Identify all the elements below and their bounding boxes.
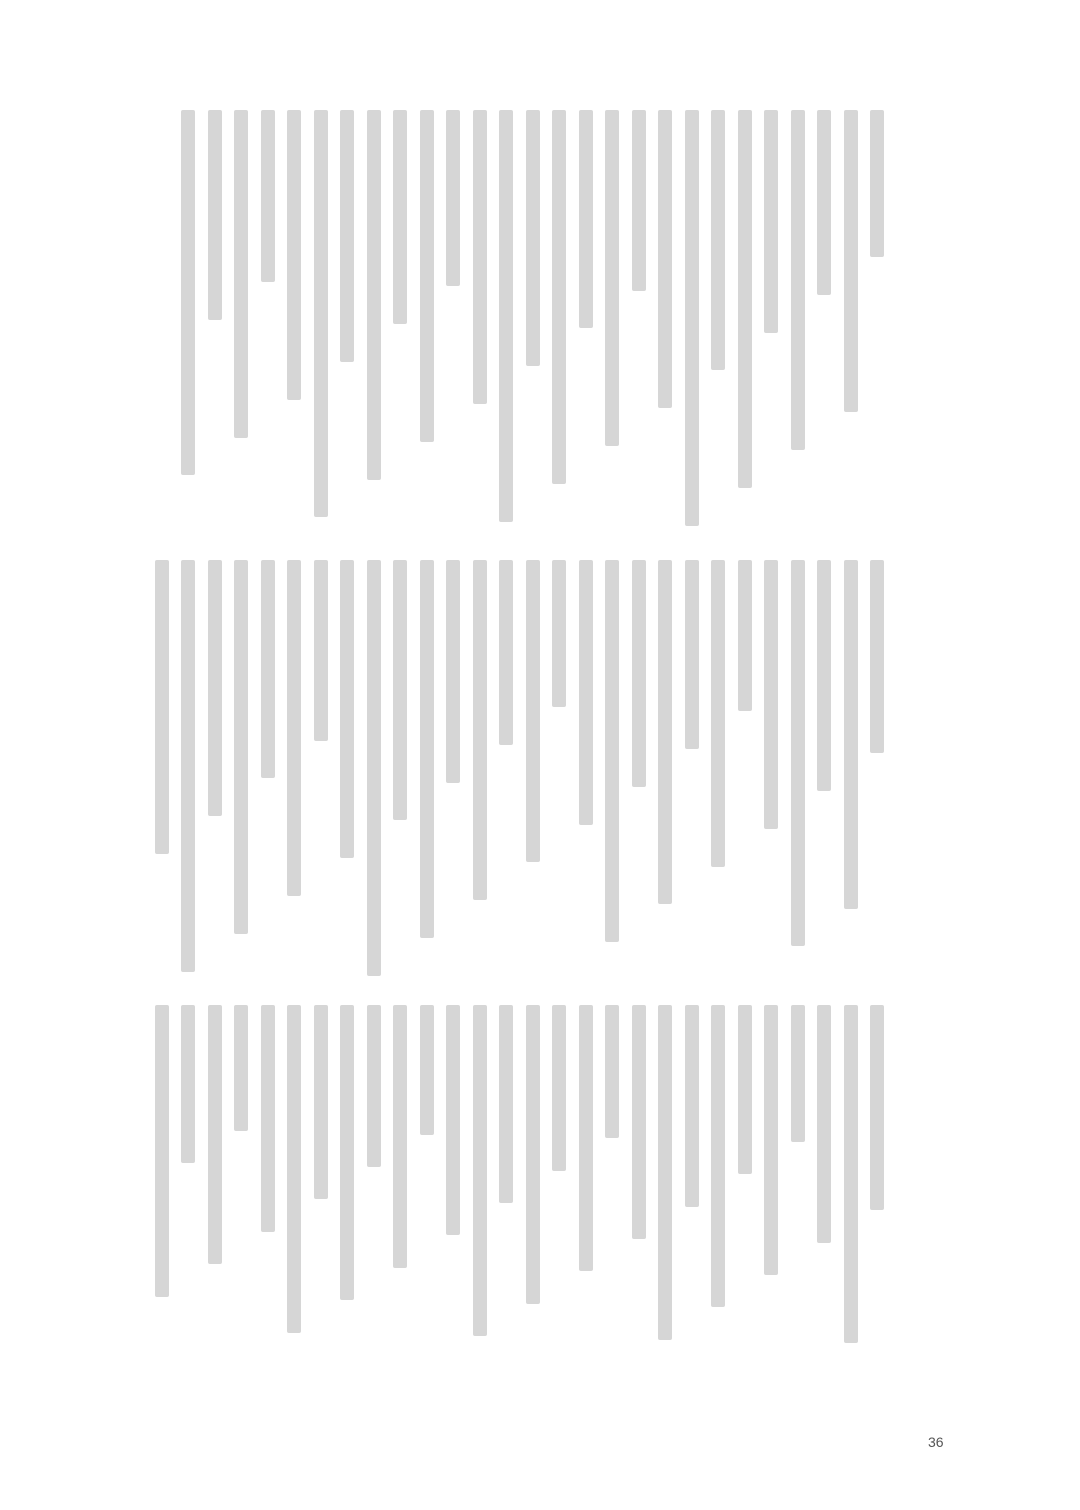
redacted-text-column bbox=[261, 110, 275, 282]
redacted-text-column bbox=[764, 1005, 778, 1275]
redacted-text-column bbox=[870, 560, 884, 753]
redacted-text-column bbox=[446, 110, 460, 286]
redacted-text-column bbox=[526, 560, 540, 862]
redacted-text-column bbox=[552, 1005, 566, 1171]
text-band-middle bbox=[150, 560, 890, 980]
redacted-text-column bbox=[632, 560, 646, 787]
redacted-text-column bbox=[234, 110, 248, 438]
redacted-text-column bbox=[791, 1005, 805, 1142]
redacted-text-column bbox=[844, 110, 858, 412]
redacted-text-column bbox=[632, 110, 646, 291]
redacted-text-column bbox=[791, 110, 805, 450]
redacted-text-column bbox=[605, 560, 619, 942]
redacted-text-column bbox=[234, 560, 248, 934]
redacted-text-column bbox=[658, 560, 672, 904]
redacted-text-column bbox=[420, 1005, 434, 1135]
text-band-top bbox=[150, 110, 890, 530]
redacted-text-column bbox=[817, 1005, 831, 1243]
redacted-text-column bbox=[367, 110, 381, 480]
redacted-text-column bbox=[181, 1005, 195, 1163]
redacted-text-column bbox=[711, 1005, 725, 1307]
redacted-text-column bbox=[685, 110, 699, 526]
redacted-text-column bbox=[764, 560, 778, 829]
redacted-text-column bbox=[791, 560, 805, 946]
redacted-text-column bbox=[685, 560, 699, 749]
redacted-text-column bbox=[314, 560, 328, 741]
redacted-text-column bbox=[658, 1005, 672, 1340]
redacted-text-column bbox=[287, 110, 301, 400]
redacted-text-column bbox=[870, 110, 884, 257]
redacted-text-column bbox=[685, 1005, 699, 1207]
redacted-text-column bbox=[844, 1005, 858, 1343]
redacted-text-column bbox=[208, 560, 222, 816]
redacted-text-column bbox=[181, 110, 195, 475]
redacted-text-column bbox=[711, 560, 725, 867]
page-number: 36 bbox=[928, 1434, 944, 1450]
redacted-text-column bbox=[499, 560, 513, 745]
redacted-text-column bbox=[764, 110, 778, 333]
redacted-text-column bbox=[393, 1005, 407, 1268]
text-band-bottom bbox=[150, 1005, 890, 1365]
redacted-text-column bbox=[552, 110, 566, 484]
redacted-text-column bbox=[208, 1005, 222, 1264]
redacted-text-column bbox=[181, 560, 195, 972]
redacted-text-column bbox=[473, 110, 487, 404]
redacted-text-column bbox=[155, 560, 169, 854]
redacted-text-column bbox=[261, 1005, 275, 1232]
redacted-text-column bbox=[579, 560, 593, 825]
redacted-text-column bbox=[738, 110, 752, 488]
redacted-text-column bbox=[817, 560, 831, 791]
redacted-text-column bbox=[473, 560, 487, 900]
redacted-text-column bbox=[605, 1005, 619, 1138]
redacted-text-column bbox=[870, 1005, 884, 1210]
redacted-text-column bbox=[738, 560, 752, 711]
redacted-text-column bbox=[632, 1005, 646, 1239]
redacted-text-column bbox=[711, 110, 725, 370]
redacted-text-column bbox=[393, 560, 407, 820]
redacted-text-column bbox=[234, 1005, 248, 1131]
redacted-text-column bbox=[499, 110, 513, 522]
redacted-text-column bbox=[340, 1005, 354, 1300]
redacted-text-column bbox=[340, 110, 354, 362]
redacted-text-column bbox=[287, 1005, 301, 1333]
redacted-text-column bbox=[526, 110, 540, 366]
redacted-text-column bbox=[420, 110, 434, 442]
redacted-text-column bbox=[393, 110, 407, 324]
redacted-text-column bbox=[552, 560, 566, 707]
redacted-text-column bbox=[287, 560, 301, 896]
redacted-text-column bbox=[817, 110, 831, 295]
redacted-text-column bbox=[155, 1005, 169, 1297]
redacted-text-column bbox=[367, 560, 381, 976]
redacted-text-column bbox=[367, 1005, 381, 1167]
redacted-text-column bbox=[658, 110, 672, 408]
redacted-text-column bbox=[420, 560, 434, 938]
redacted-text-column bbox=[208, 110, 222, 320]
redacted-text-column bbox=[579, 110, 593, 328]
redacted-text-column bbox=[314, 1005, 328, 1199]
redacted-text-column bbox=[579, 1005, 593, 1271]
redacted-text-column bbox=[340, 560, 354, 858]
redacted-text-column bbox=[446, 560, 460, 783]
redacted-text-column bbox=[738, 1005, 752, 1174]
redacted-text-column bbox=[261, 560, 275, 778]
redacted-text-column bbox=[526, 1005, 540, 1304]
redacted-text-column bbox=[844, 560, 858, 909]
redacted-text-column bbox=[499, 1005, 513, 1203]
redacted-text-column bbox=[605, 110, 619, 446]
redacted-text-column bbox=[473, 1005, 487, 1336]
redacted-text-column bbox=[314, 110, 328, 517]
redacted-text-column bbox=[446, 1005, 460, 1235]
